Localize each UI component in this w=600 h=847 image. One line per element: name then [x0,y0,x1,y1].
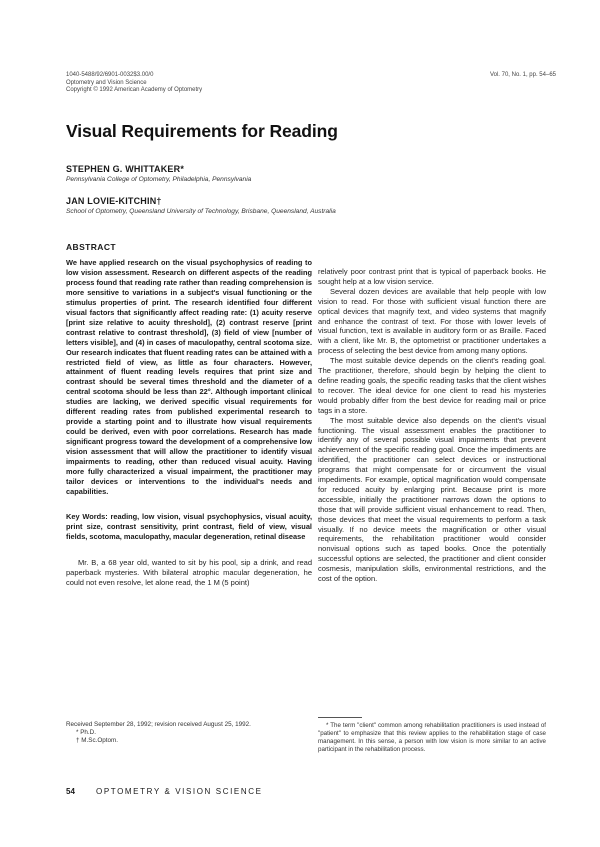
issn-line: 1040-5488/92/6901-0032$3.00/0 [66,72,154,78]
left-column [66,242,312,587]
author-name: STEPHEN G. WHITTAKER* [66,164,185,174]
abstract-heading: ABSTRACT [66,242,116,252]
page-number: 54 [66,787,75,796]
body-paragraph: The most suitable device depends on the client's reading goal. The practitioner, therefore, should begin by helping the client to define reading goals, the specific reading tasks that the client wishes to recover. The ideal device for one client to read his mysteries would probably differ from the best device for reading mail or price tags in a store. [318,356,546,415]
body-paragraph: relatively poor contrast print that is typical of paperback books. He sought help at a low vision service. [318,267,546,286]
author-affiliation: Pennsylvania College of Optometry, Philadelphia, Pennsylvania [66,176,252,183]
received-note [66,721,312,746]
abstract-text: We have applied research on the visual psychophysics of reading to low vision assessment. Research on different aspects of the reading process found that reading rate rather than reading comprehension is more sensitive to variations in a subject's visual functioning or the stimulus properties of print. The research identified four different visual factors that significantly affect reading rate: (1) acuity reserve [print size relative to acuity threshold], (2) contrast reserve [print contrast relative to contrast threshold], (3) field of view [number of letters visible], and (4) in cases of maculopathy, central scotoma size. Our research indicates that fluent reading rates can be attained with a restricted field of view, as little as four characters. However, attainment of fluent reading levels requires that print size and contrast should be several times threshold and the diameter of a central scotoma should be less than 22°. Although important clinical studies are lacking, we derived specific visual requirements for different reading rates from published experimental research to provide a starting point and to illustrate how visual requirements could be derived, even with poor correlations. Research has made significant progress toward the development of a comprehensive low vision assessment that will allow the practitioner to identify visual impairments to reading, other than reduced visual acuity. Having more fully characterized a visual impairment, the practitioner may tailor devices or interventions to the individual's needs and capabilities. [66,258,312,496]
copyright-line: Copyright © 1992 American Academy of Optometry [66,87,203,93]
footnote-divider [318,717,362,718]
journal-footer: OPTOMETRY & VISION SCIENCE [96,787,263,796]
author-affiliation: School of Optometry, Queensland University of Technology, Brisbane, Queensland, Australia [66,208,336,215]
author-name: JAN LOVIE-KITCHIN† [66,196,162,206]
degree-note: † M.Sc.Optom. [76,737,118,745]
received-date: Received September 28, 1992; revision received August 25, 1992. [66,721,251,728]
right-column [318,267,546,584]
intro-paragraph: Mr. B, a 68 year old, wanted to sit by his pool, sip a drink, and read paperback mysteries. With bilateral atrophic macular degeneration, he could not even resolve, let alone read, the 1 M (5 point) [66,557,312,587]
footnote: * The term "client" common among rehabilitation practitioners is used instead of "patient" to emphasize that this review applies to the rehabilitation stage of case management. In this sense, a person with low vision is more similar to an active participant in the rehabilitation process. [318,722,546,754]
body-paragraph: Several dozen devices are available that help people with low vision to read. For those with sufficient visual function there are optical devices that magnify text, and video systems that magnify and enhance the contrast of text. For those with lower levels of visual function, text is available in auditory form or as Braille. Faced with a client, like Mr. B, the optometrist or practitioner undertakes a process of selecting the best device from among many options. [318,286,546,356]
body-paragraph: The most suitable device also depends on the client's visual functioning. The visual assessment enables the practitioner to identify any of several possible visual impairments that prevent achievement of the specific reading goal. Once the impediments are identified, the practitioner can select devices or instructional programs that might compensate for or circumvent the visual impediments. For example, optical magnification would compensate for reduced acuity by enlarging print. Because print is more accessible, initially the practitioner narrows down the options to those that will provide sufficient visual enhancement to read. Then, those devices that meet the visual requirements to perform a task visually. If no device meets the magnification or other visual requirements, the rehabilitation practitioner would consider nonvisual options such as taped books. Once the potentially successful options are selected, the practitioner and client consider cosmesis, manipulation skills, environmental restrictions, and the cost of the option. [318,415,546,584]
journal-name-line: Optometry and Vision Science [66,79,147,86]
journal-header [66,72,202,95]
volume-info: Vol. 70, No. 1, pp. 54–65 [489,72,556,78]
article-title: Visual Requirements for Reading [66,121,338,141]
keywords: Key Words: reading, low vision, visual psychophysics, visual acuity, print size, contrast sensitivity, print contrast, field of view, visual fields, scotoma, maculopathy, macular degeneration, retinal disease [66,511,312,541]
degree-note: * Ph.D. [76,729,96,737]
